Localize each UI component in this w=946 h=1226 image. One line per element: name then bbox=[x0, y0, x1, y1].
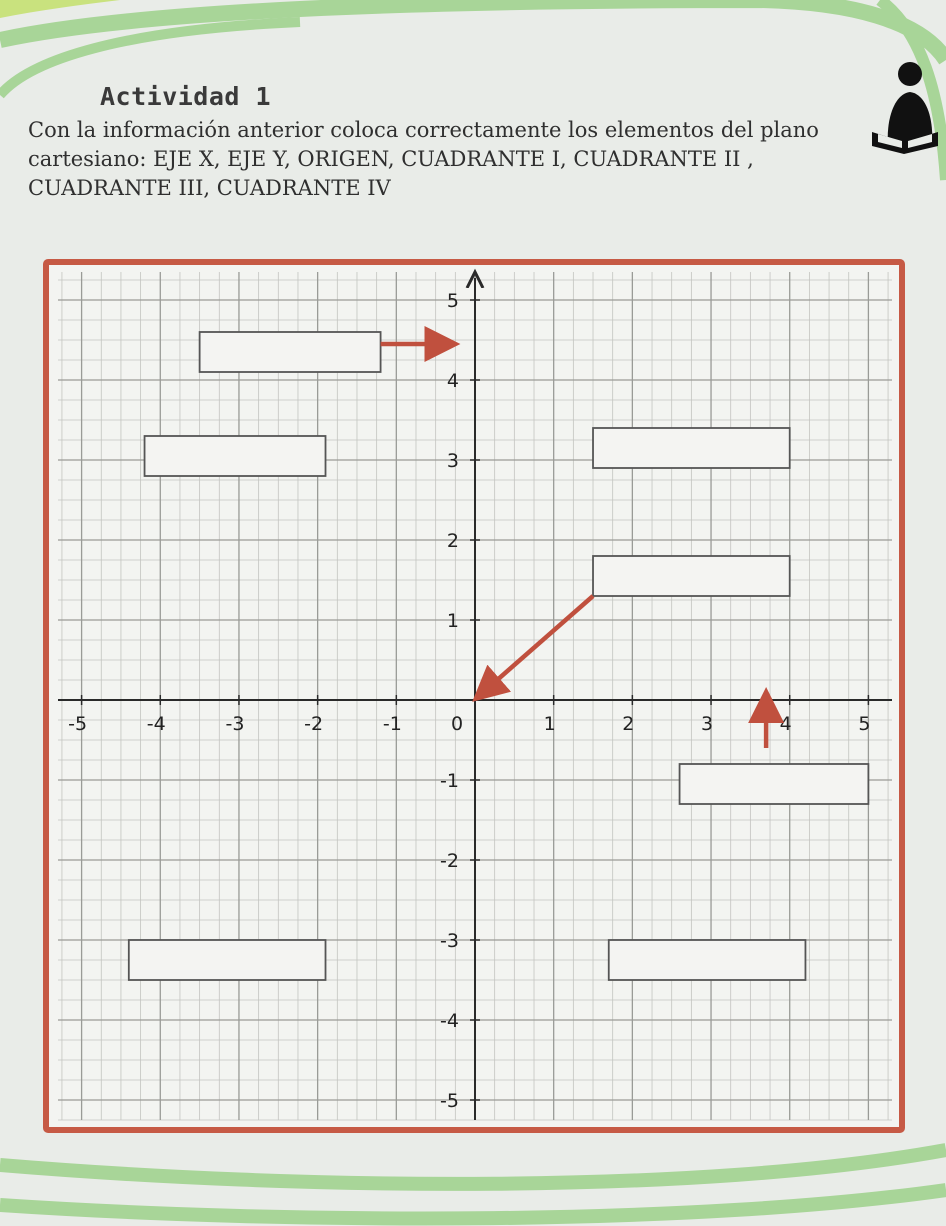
y-tick-label: 1 bbox=[446, 610, 459, 632]
answer-box-x-axis[interactable] bbox=[680, 764, 869, 804]
y-tick-label: 3 bbox=[446, 450, 459, 472]
answer-box-quadrant-ii[interactable] bbox=[145, 436, 326, 476]
instructions-line-2: cartesiano: EJE X, EJE Y, ORIGEN, CUADRANTE I, CUADRANTE II , bbox=[28, 147, 754, 171]
activity-title: Actividad 1 bbox=[100, 82, 272, 111]
x-tick-label: -2 bbox=[304, 713, 324, 735]
answer-box-quadrant-i[interactable] bbox=[593, 428, 790, 468]
answer-box-y-axis[interactable] bbox=[200, 332, 381, 372]
x-tick-label: 1 bbox=[543, 713, 556, 735]
y-tick-label: -1 bbox=[440, 770, 459, 792]
x-tick-label: 2 bbox=[622, 713, 635, 735]
y-tick-label: -3 bbox=[440, 930, 459, 952]
y-tick-label: 2 bbox=[446, 530, 459, 552]
instructions-line-1: Con la información anterior coloca correctamente los elementos del plano bbox=[28, 118, 819, 142]
y-tick-label: 5 bbox=[446, 290, 459, 312]
x-tick-label: 3 bbox=[700, 713, 714, 735]
x-tick-label: 4 bbox=[779, 713, 792, 735]
y-tick-label: 4 bbox=[446, 370, 459, 392]
x-tick-label: -3 bbox=[225, 713, 245, 735]
x-tick-label: -4 bbox=[146, 713, 166, 735]
y-tick-label: -2 bbox=[440, 850, 459, 872]
x-tick-label: -5 bbox=[68, 713, 88, 735]
instructions-line-3: CUADRANTE III, CUADRANTE IV bbox=[28, 176, 391, 200]
x-tick-label: -1 bbox=[382, 713, 402, 735]
y-tick-label: -4 bbox=[440, 1010, 459, 1032]
x-tick-label: 5 bbox=[858, 713, 871, 735]
answer-box-quadrant-iii[interactable] bbox=[129, 940, 326, 980]
answer-box-quadrant-iv[interactable] bbox=[609, 940, 806, 980]
x-tick-label: 0 bbox=[450, 713, 464, 735]
answer-box-origin[interactable] bbox=[593, 556, 790, 596]
y-tick-label: -5 bbox=[440, 1090, 459, 1112]
